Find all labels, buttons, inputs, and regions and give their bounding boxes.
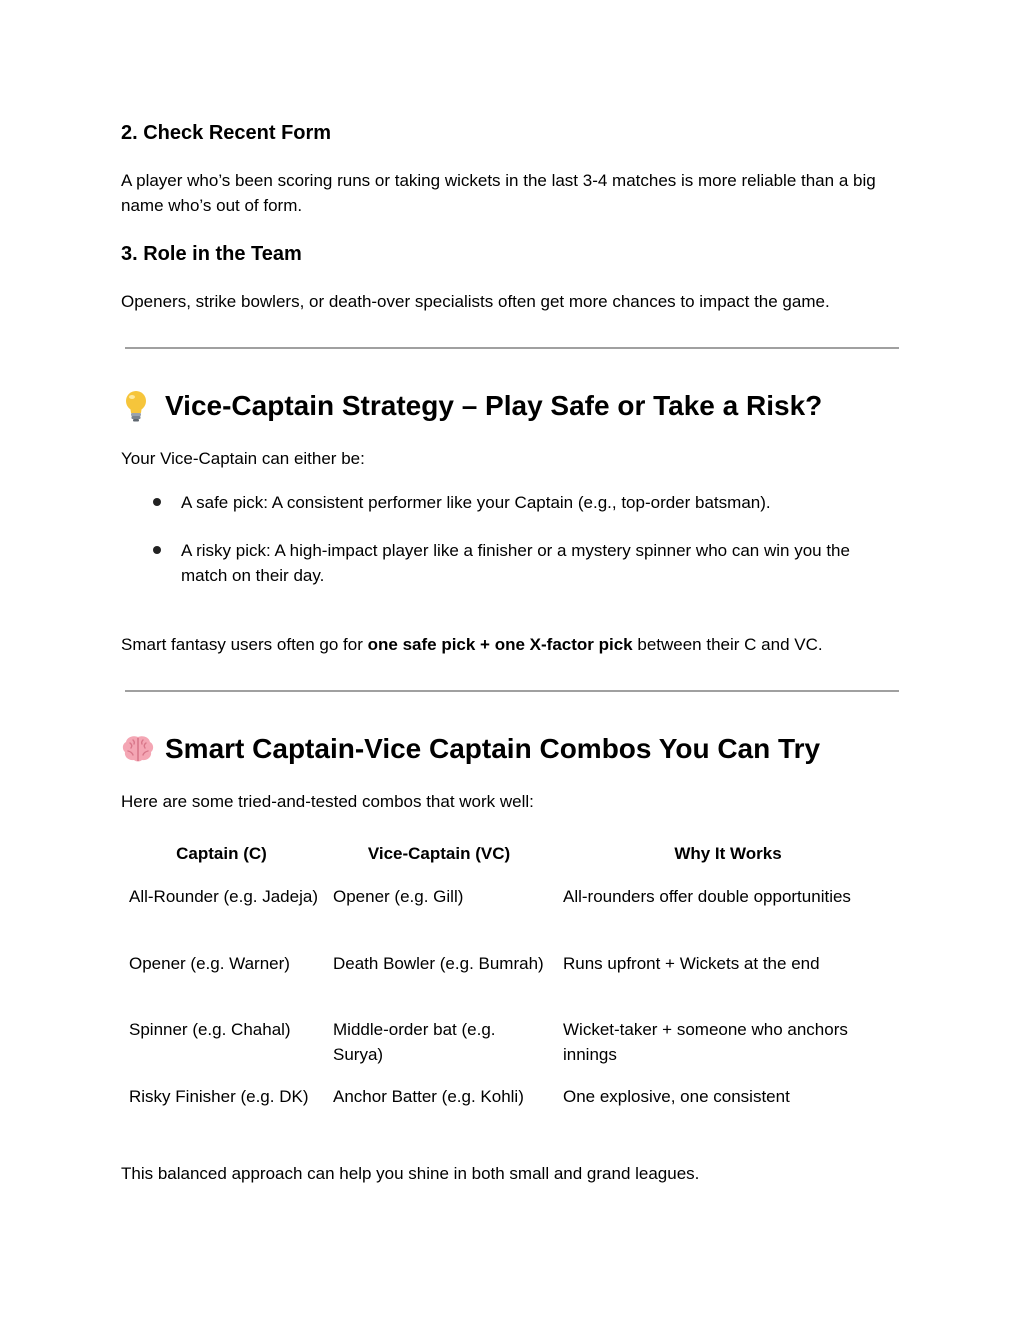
bullet-dot — [153, 546, 161, 554]
table-cell: One explosive, one consistent — [563, 1087, 790, 1106]
table-cell: All-Rounder (e.g. Jadeja) — [129, 887, 318, 906]
horizontal-divider — [125, 347, 899, 349]
brain-icon — [121, 734, 155, 764]
paragraph-closing: This balanced approach can help you shine in both small and grand leagues. — [121, 1164, 700, 1183]
tip-bold: one safe pick + one X-factor pick — [367, 635, 633, 654]
paragraph-combos-intro: Here are some tried-and-tested combos that work well: — [121, 792, 534, 811]
table-cell: Death Bowler (e.g. Bumrah) — [333, 954, 544, 973]
lightbulb-icon — [121, 389, 151, 423]
table-cell: All-rounders offer double opportunities — [563, 887, 851, 906]
paragraph-vice-captain-tip — [121, 632, 823, 657]
heading-vice-captain-strategy — [121, 389, 822, 423]
table-cell: Opener (e.g. Warner) — [129, 954, 290, 973]
paragraph-vice-captain-intro: Your Vice-Captain can either be: — [121, 449, 365, 468]
table-cell: Spinner (e.g. Chahal) — [129, 1020, 291, 1039]
paragraph-role-in-team: Openers, strike bowlers, or death-over specialists often get more chances to impact the game. — [121, 292, 830, 311]
list-item: A risky pick: A high-impact player like a finisher or a mystery spinner who can win you the match on their day. — [181, 541, 850, 585]
table-header-why-it-works: Why It Works — [674, 844, 782, 863]
heading-text: Vice-Captain Strategy – Play Safe or Take a Risk? — [165, 390, 823, 421]
list-item: A safe pick: A consistent performer like your Captain (e.g., top-order batsman). — [181, 493, 771, 512]
heading-text: Smart Captain-Vice Captain Combos You Can Try — [165, 733, 821, 764]
table-cell: Runs upfront + Wickets at the end — [563, 954, 820, 973]
heading-check-recent-form: 2. Check Recent Form — [121, 122, 332, 144]
paragraph-recent-form: A player who’s been scoring runs or taking wickets in the last 3-4 matches is more reliable than a big name who’s out of form. — [121, 171, 876, 215]
table-header-vice-captain: Vice-Captain (VC) — [367, 844, 511, 863]
tip-suffix: between their C and VC. — [632, 635, 823, 654]
heading-combos — [121, 732, 820, 766]
horizontal-divider — [125, 690, 899, 692]
table-cell: Middle-order bat (e.g. Surya) — [333, 1020, 496, 1064]
tip-prefix: Smart fantasy users often go for — [121, 635, 368, 654]
heading-role-in-team: 3. Role in the Team — [121, 243, 302, 265]
table-header-captain: Captain (C) — [176, 844, 267, 863]
table-cell: Anchor Batter (e.g. Kohli) — [333, 1087, 524, 1106]
table-cell: Opener (e.g. Gill) — [333, 887, 464, 906]
table-cell: Risky Finisher (e.g. DK) — [129, 1087, 309, 1106]
bullet-dot — [153, 498, 161, 506]
table-cell: Wicket-taker + someone who anchors innings — [563, 1020, 848, 1064]
